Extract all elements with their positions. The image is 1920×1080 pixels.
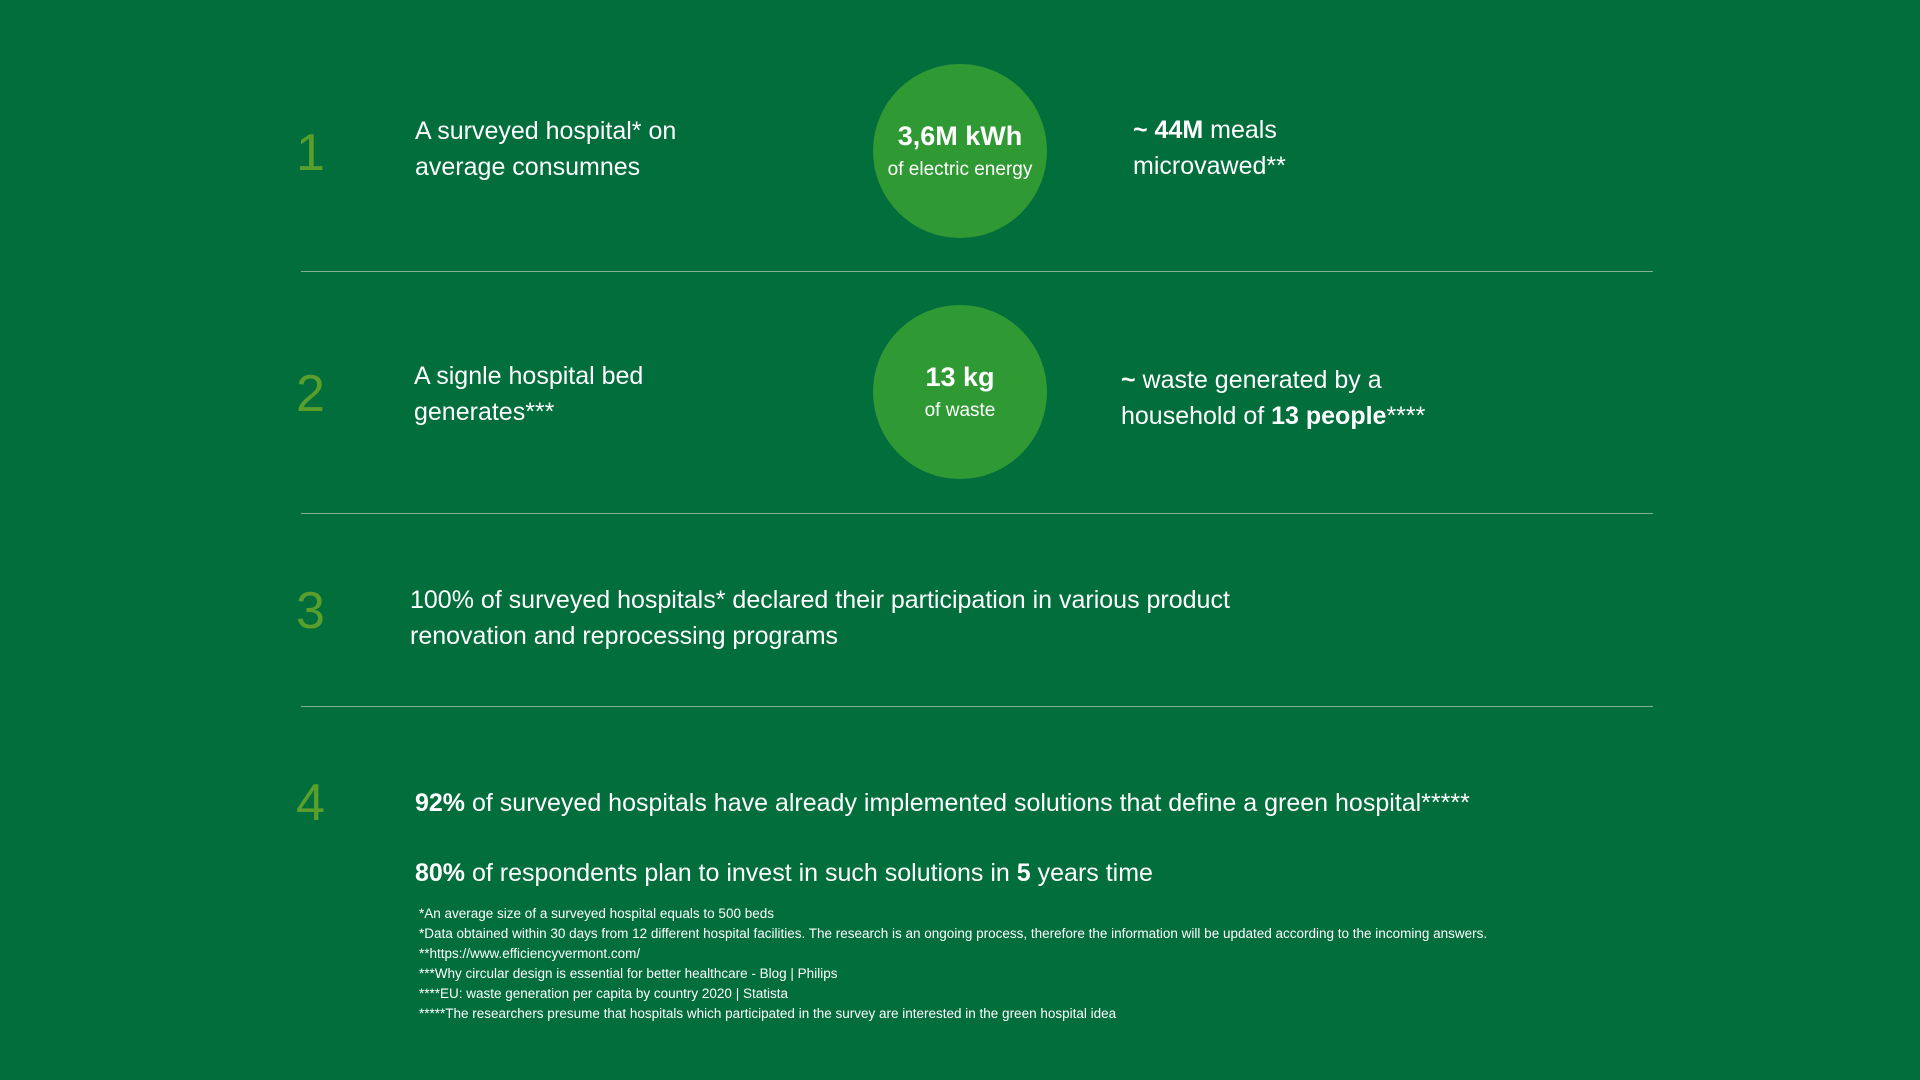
- footnote-2: *Data obtained within 30 days from 12 different hospital facilities. The research is an ongoing process, therefore the information will be updated according to the incoming answers.: [419, 926, 1488, 941]
- row-1-description: [415, 113, 676, 185]
- row-4-stat-2-bold: 80%: [415, 859, 466, 887]
- row-2-stat-circle: [873, 305, 1047, 479]
- row-2-description-line-1: A signle hospital bed: [414, 362, 644, 390]
- row-3-description: [410, 582, 1230, 654]
- row-2-comparison-line-2: [1121, 398, 1425, 434]
- footnote-1: *An average size of a surveyed hospital equals to 500 beds: [419, 906, 774, 921]
- row-2-stat-caption: of waste: [924, 400, 996, 421]
- divider-2: [301, 513, 1653, 514]
- row-4-stat-2-bold-2: 5: [1016, 859, 1031, 887]
- row-3-description-line-2: renovation and reprocessing programs: [410, 622, 839, 650]
- row-1-stat-caption: of electric energy: [887, 159, 1033, 180]
- row-4-stat-1: [415, 785, 1470, 821]
- row-2-comparison-post: ****: [1386, 402, 1426, 430]
- row-1-description-line-1: A surveyed hospital* on: [415, 117, 677, 145]
- row-4-stat-1-bold: 92%: [415, 789, 466, 817]
- row-2-comparison-rest: waste generated by a: [1135, 366, 1382, 394]
- row-4-stat-1-rest: of surveyed hospitals have already implemented solutions that define a green hospital*****: [465, 789, 1470, 817]
- row-1-stat-circle: [873, 64, 1047, 238]
- footnote-5: ****EU: waste generation per capita by country 2020 | Statista: [419, 986, 788, 1001]
- row-3-description-line-1: 100% of surveyed hospitals* declared their participation in various product: [410, 586, 1230, 614]
- row-4-stat-2: [415, 855, 1153, 891]
- row-1-number: 1: [296, 124, 325, 182]
- footnote-4: ***Why circular design is essential for better healthcare - Blog | Philips: [419, 966, 838, 981]
- row-2-comparison-bold: ~: [1121, 366, 1136, 394]
- row-1-comparison-rest: meals: [1203, 116, 1277, 144]
- row-1-comparison: [1133, 112, 1286, 184]
- row-2-comparison-pre: household of: [1121, 402, 1272, 430]
- footnote-6: *****The researchers presume that hospitals which participated in the survey are interested in the green hospital idea: [419, 1006, 1117, 1021]
- footnote-3: **https://www.efficiencyvermont.com/: [419, 946, 641, 961]
- row-1-comparison-bold: ~ 44M: [1133, 116, 1204, 144]
- row-2-comparison: [1121, 362, 1425, 434]
- row-2-description-line-2: generates***: [414, 398, 555, 426]
- row-1-comparison-line-2: microvawed**: [1133, 152, 1286, 180]
- row-1-description-line-2: average consumnes: [415, 153, 641, 181]
- row-2-stat-value: 13 kg: [925, 362, 995, 392]
- divider-3: [301, 706, 1653, 707]
- row-2-comparison-bold-2: 13 people: [1271, 402, 1387, 430]
- row-1-stat-value: 3,6M kWh: [897, 121, 1023, 151]
- row-2-description: [414, 358, 643, 430]
- row-1-comparison-line-1: [1133, 112, 1286, 148]
- divider-1: [301, 271, 1653, 272]
- row-2-number: 2: [296, 365, 325, 423]
- footnotes: [419, 904, 1487, 1024]
- row-3-number: 3: [296, 582, 325, 640]
- row-2-comparison-line-1: [1121, 362, 1425, 398]
- row-4-number: 4: [296, 774, 325, 832]
- row-4-stat-2-end: years time: [1030, 859, 1153, 887]
- row-4-stat-2-mid: of respondents plan to invest in such solutions in: [465, 859, 1017, 887]
